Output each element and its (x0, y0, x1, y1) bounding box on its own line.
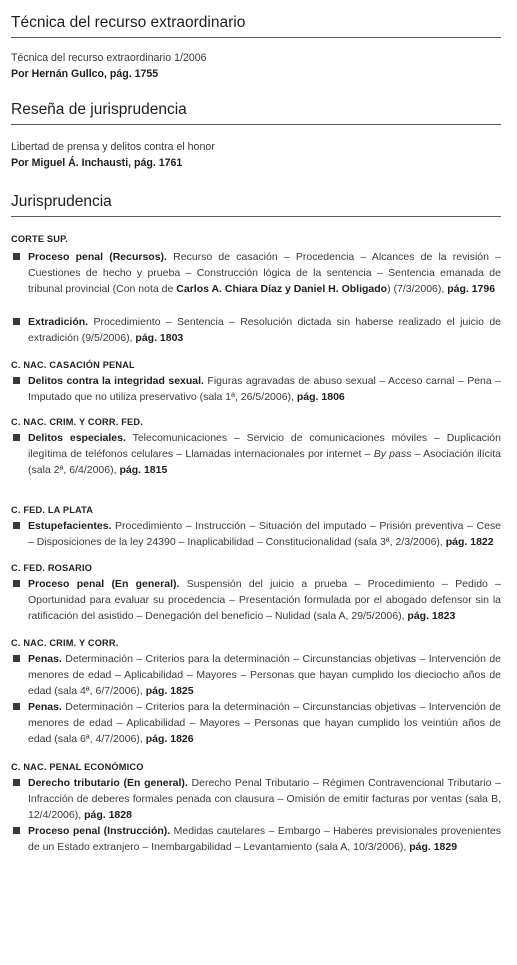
bullet-square-icon (13, 779, 20, 786)
entry-heading: Delitos contra la integridad sexual. (28, 375, 204, 387)
entry-text: Derecho Penal Tributario – Régimen Contravencional Tributario – Infracción de deberes formales penada con clausura – Omisión de emitir facturas por ventas (sala B, 12/4/2006), (28, 777, 501, 821)
section-resena-jurisprudencia (11, 101, 501, 171)
court-name: C. NAC. CRIM. Y CORR. FED. (11, 417, 143, 427)
list-item (11, 576, 501, 624)
entry-page: pág. 1803 (135, 332, 184, 344)
entry-text: Recurso de casación – Procedencia – Alcances de la revisión – Cuestiones de hecho y prueba – Construcción lógica de la sentencia – Sentencia emanada de tribunal provincial (Con nota de (28, 251, 501, 295)
entry-page: pág. 1825 (145, 685, 194, 697)
item-author: Por Miguel Á. Inchausti, pág. 1761 (11, 157, 183, 169)
bullet-square-icon (13, 703, 20, 710)
entry-text: Suspensión del juicio a prueba – Procedimiento – Pedido – Oportunidad para evaluar su procedencia – Presentación formulada por el abogado defensor sin la ratificación del asistido – Denegación del beneficio – Nulidad (sala A, 29/5/2006), (28, 578, 502, 622)
entry-heading: Extradición. (28, 316, 89, 328)
court-group (11, 562, 501, 624)
court-name: CORTE SUP. (11, 234, 68, 244)
entry-heading: Proceso penal (Instrucción). (28, 825, 171, 837)
entry-text: Procedimiento – Instrucción – Situación del imputado – Prisión preventiva – Cese – Disposiciones de la ley 24390 – Inaplicabilidad – Constitucionalidad (sala 3ª, 2/3/2006), (28, 520, 501, 548)
court-name: C. NAC. CASACIÓN PENAL (11, 360, 135, 370)
court-name: C. NAC. PENAL ECONÓMICO (11, 762, 144, 772)
bullet-square-icon (13, 827, 20, 834)
entry-heading: Estupefacientes. (28, 520, 112, 532)
list-item (11, 430, 501, 478)
entry-page: pág. 1796 (447, 283, 496, 295)
court-group (11, 233, 501, 346)
entry-note-authors: Carlos A. Chiara Díaz y Daniel H. Obligado (176, 283, 388, 295)
entry-page: pág. 1823 (407, 610, 456, 622)
section-recurso-extraordinario (11, 14, 501, 82)
item-title: Libertad de prensa y delitos contra el honor (11, 141, 215, 153)
list-item (11, 699, 501, 747)
bullet-square-icon (13, 655, 20, 662)
court-group (11, 637, 501, 747)
item-author: Por Hernán Gullco, pág. 1755 (11, 68, 159, 80)
court-group (11, 359, 501, 405)
entry-page: pág. 1828 (84, 809, 132, 821)
court-group (11, 761, 501, 855)
entry-text: Determinación – Criterios para la determinación – Circunstancias objetivas – Intervención de menores de edad – Aplicabilidad – Mayores – Personas que hayan cumplido los veintiún años de edad (sala 6ª, 4/7/2006), (28, 701, 502, 745)
court-name: C. FED. LA PLATA (11, 505, 94, 515)
entry-page: pág. 1829 (409, 841, 458, 853)
entry-page: pág. 1822 (445, 536, 494, 548)
list-item (11, 249, 501, 297)
entry-page: pág. 1815 (119, 464, 168, 476)
list-item (11, 373, 501, 405)
list-item (11, 775, 501, 823)
section-title: Jurisprudencia (11, 193, 501, 217)
court-name: C. FED. ROSARIO (11, 563, 93, 573)
entry-heading: Penas. (28, 653, 62, 665)
list-item (11, 823, 501, 855)
entry-page: pág. 1806 (296, 391, 345, 403)
section-title: Reseña de jurisprudencia (11, 101, 501, 125)
entry-text: Medidas cautelares – Embargo – Haberes previsionales provenientes de un Estado extranjero – Inembargabilidad – Levantamiento (sala A, 10/3/2006), (28, 825, 501, 853)
section-item (11, 50, 501, 82)
entry-text: – Asociación ilícita (sala 2ª, 6/4/2006), (28, 448, 502, 476)
court-group (11, 504, 501, 550)
bullet-square-icon (13, 522, 20, 529)
entry-heading: Proceso penal (Recursos). (28, 251, 167, 263)
item-title: Técnica del recurso extraordinario 1/2006 (11, 52, 207, 64)
entry-text: Telecomunicaciones – Servicio de comunicaciones móviles – Duplicación ilegítima de teléfonos celulares – Llamadas internacionales por internet – (28, 432, 501, 460)
entry-text-italic: By pass (373, 448, 412, 460)
bullet-square-icon (13, 318, 20, 325)
entry-heading: Derecho tributario (En general). (28, 777, 188, 789)
court-name: C. NAC. CRIM. Y CORR. (11, 638, 119, 648)
entry-heading: Delitos especiales. (28, 432, 126, 444)
entry-text: Procedimiento – Sentencia – Resolución dictada sin haberse realizado el juicio de extradición (9/5/2006), (28, 316, 501, 344)
list-item (11, 518, 501, 550)
list-item (11, 651, 501, 699)
bullet-square-icon (13, 580, 20, 587)
entry-heading: Penas. (28, 701, 62, 713)
bullet-square-icon (13, 434, 20, 441)
bullet-square-icon (13, 253, 20, 260)
entry-page: pág. 1826 (145, 733, 194, 745)
section-title: Técnica del recurso extraordinario (11, 14, 501, 38)
entry-text: Determinación – Criterios para la determinación – Circunstancias objetivas – Intervención de menores de edad – Aplicabilidad – Mayores – Personas que hayan cumplido los dieciocho años de edad (sala 4ª, 6/7/2006), (28, 653, 502, 697)
section-jurisprudencia (11, 193, 501, 855)
index-page (11, 14, 501, 855)
list-item (11, 314, 501, 346)
entry-heading: Proceso penal (En general). (28, 578, 180, 590)
court-group (11, 416, 501, 478)
entry-text: Figuras agravadas de abuso sexual – Acceso carnal – Pena – Imputado que no utiliza preservativo (sala 1ª, 26/5/2006), (28, 375, 501, 403)
entry-text-tail: ) (7/3/2006), (387, 283, 445, 295)
bullet-square-icon (13, 377, 20, 384)
section-item (11, 139, 501, 171)
